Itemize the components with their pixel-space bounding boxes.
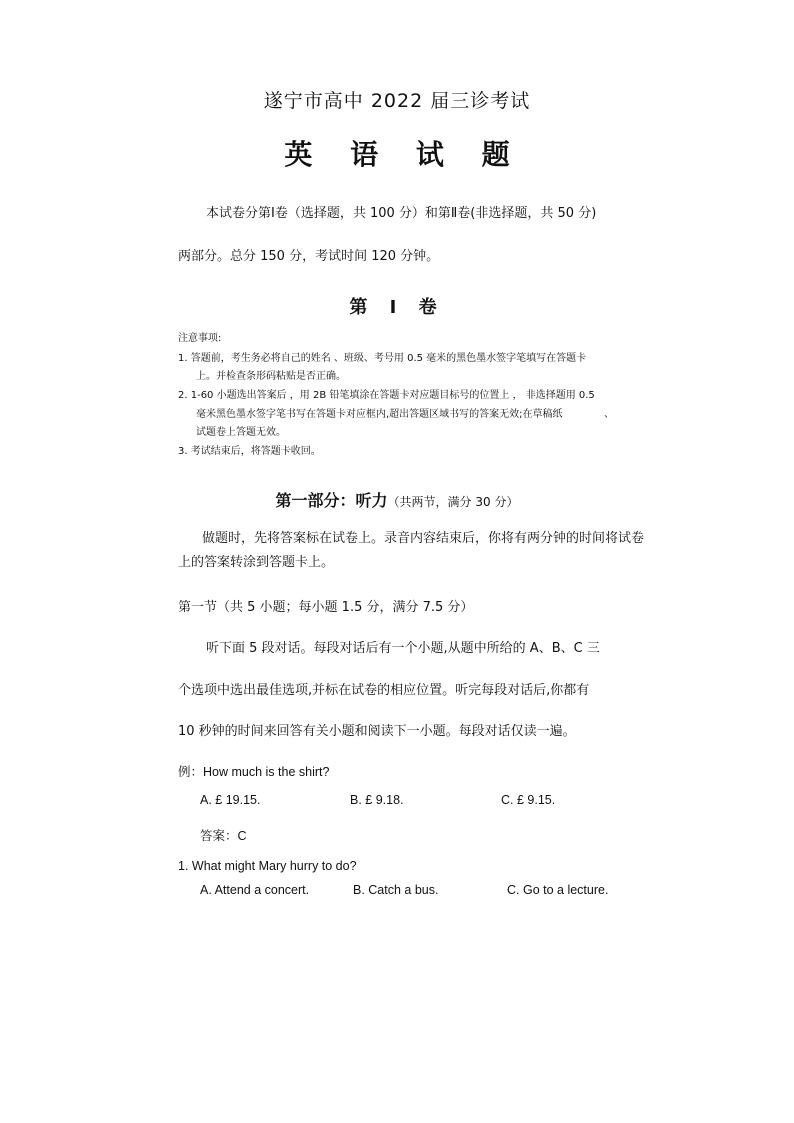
- question-option-b: B. Catch a bus.: [353, 883, 439, 897]
- section-instruction-2: 个选项中选出最佳选项,并标在试卷的相应位置。听完每段对话后,你都有: [178, 683, 590, 698]
- example-option-b: B. £ 9.18.: [350, 793, 404, 807]
- notice-line: 、: [604, 409, 614, 420]
- notice-line: 3. 考试结束后，将答题卡收回。: [178, 446, 321, 457]
- subject-title: 英 语 试 题: [284, 138, 524, 171]
- part-instruction-1: 做题时，先将答案标在试卷上。录音内容结束后，你将有两分钟的时间将试卷: [202, 531, 645, 546]
- example-option-a: A. £ 19.15.: [200, 793, 261, 807]
- intro-line-1: 本试卷分第Ⅰ卷（选择题，共 100 分）和第Ⅱ卷(非选择题，共 50 分): [206, 206, 597, 221]
- example-answer: 答案：C: [200, 829, 247, 843]
- intro-line-2: 两部分。总分 150 分，考试时间 120 分钟。: [178, 249, 440, 264]
- section-instruction-1: 听下面 5 段对话。每段对话后有一个小题,从题中所给的 A、B、C 三: [206, 641, 600, 656]
- part-title-sub: （共两节，满分 30 分）: [387, 495, 519, 509]
- notice-line: 试题卷上答题无效。: [196, 427, 286, 438]
- notice-heading: 注意事项:: [178, 333, 222, 344]
- example-option-c: C. £ 9.15.: [501, 793, 556, 807]
- notice-line: 1. 答题前，考生务必将自己的姓名 、班级、考号用 0.5 毫米的黑色墨水签字笔填写在答题卡: [178, 353, 587, 364]
- part-title-main: 第一部分：听力: [275, 491, 388, 510]
- notice-line: 毫米黑色墨水签字笔书写在答题卡对应框内,超出答题区域书写的答案无效;在草稿纸: [196, 409, 563, 420]
- question-stem: 1. What might Mary hurry to do?: [178, 859, 357, 873]
- notice-line: 2. 1-60 小题选出答案后 ，用 2B 铅笔填涂在答题卡对应题目标号的位置上 ， 非选择题用 0.5: [178, 390, 595, 401]
- section-heading: 第一节（共 5 小题；每小题 1.5 分，满分 7.5 分）: [178, 600, 474, 615]
- notice-line: 上。并检查条形码粘贴是否正确。: [196, 371, 346, 382]
- section-instruction-3: 10 秒钟的时间来回答有关小题和阅读下一小题。每段对话仅读一遍。: [178, 724, 576, 739]
- example-question: 例：How much is the shirt?: [178, 765, 330, 779]
- part-title: [0, 488, 794, 511]
- exam-title: 遂宁市高中 2022 届三诊考试: [263, 90, 531, 112]
- question-option-a: A. Attend a concert.: [200, 883, 310, 897]
- volume-label: 第 Ⅰ 卷: [349, 297, 445, 318]
- part-instruction-2: 上的答案转涂到答题卡上。: [178, 555, 335, 570]
- question-option-c: C. Go to a lecture.: [507, 883, 609, 897]
